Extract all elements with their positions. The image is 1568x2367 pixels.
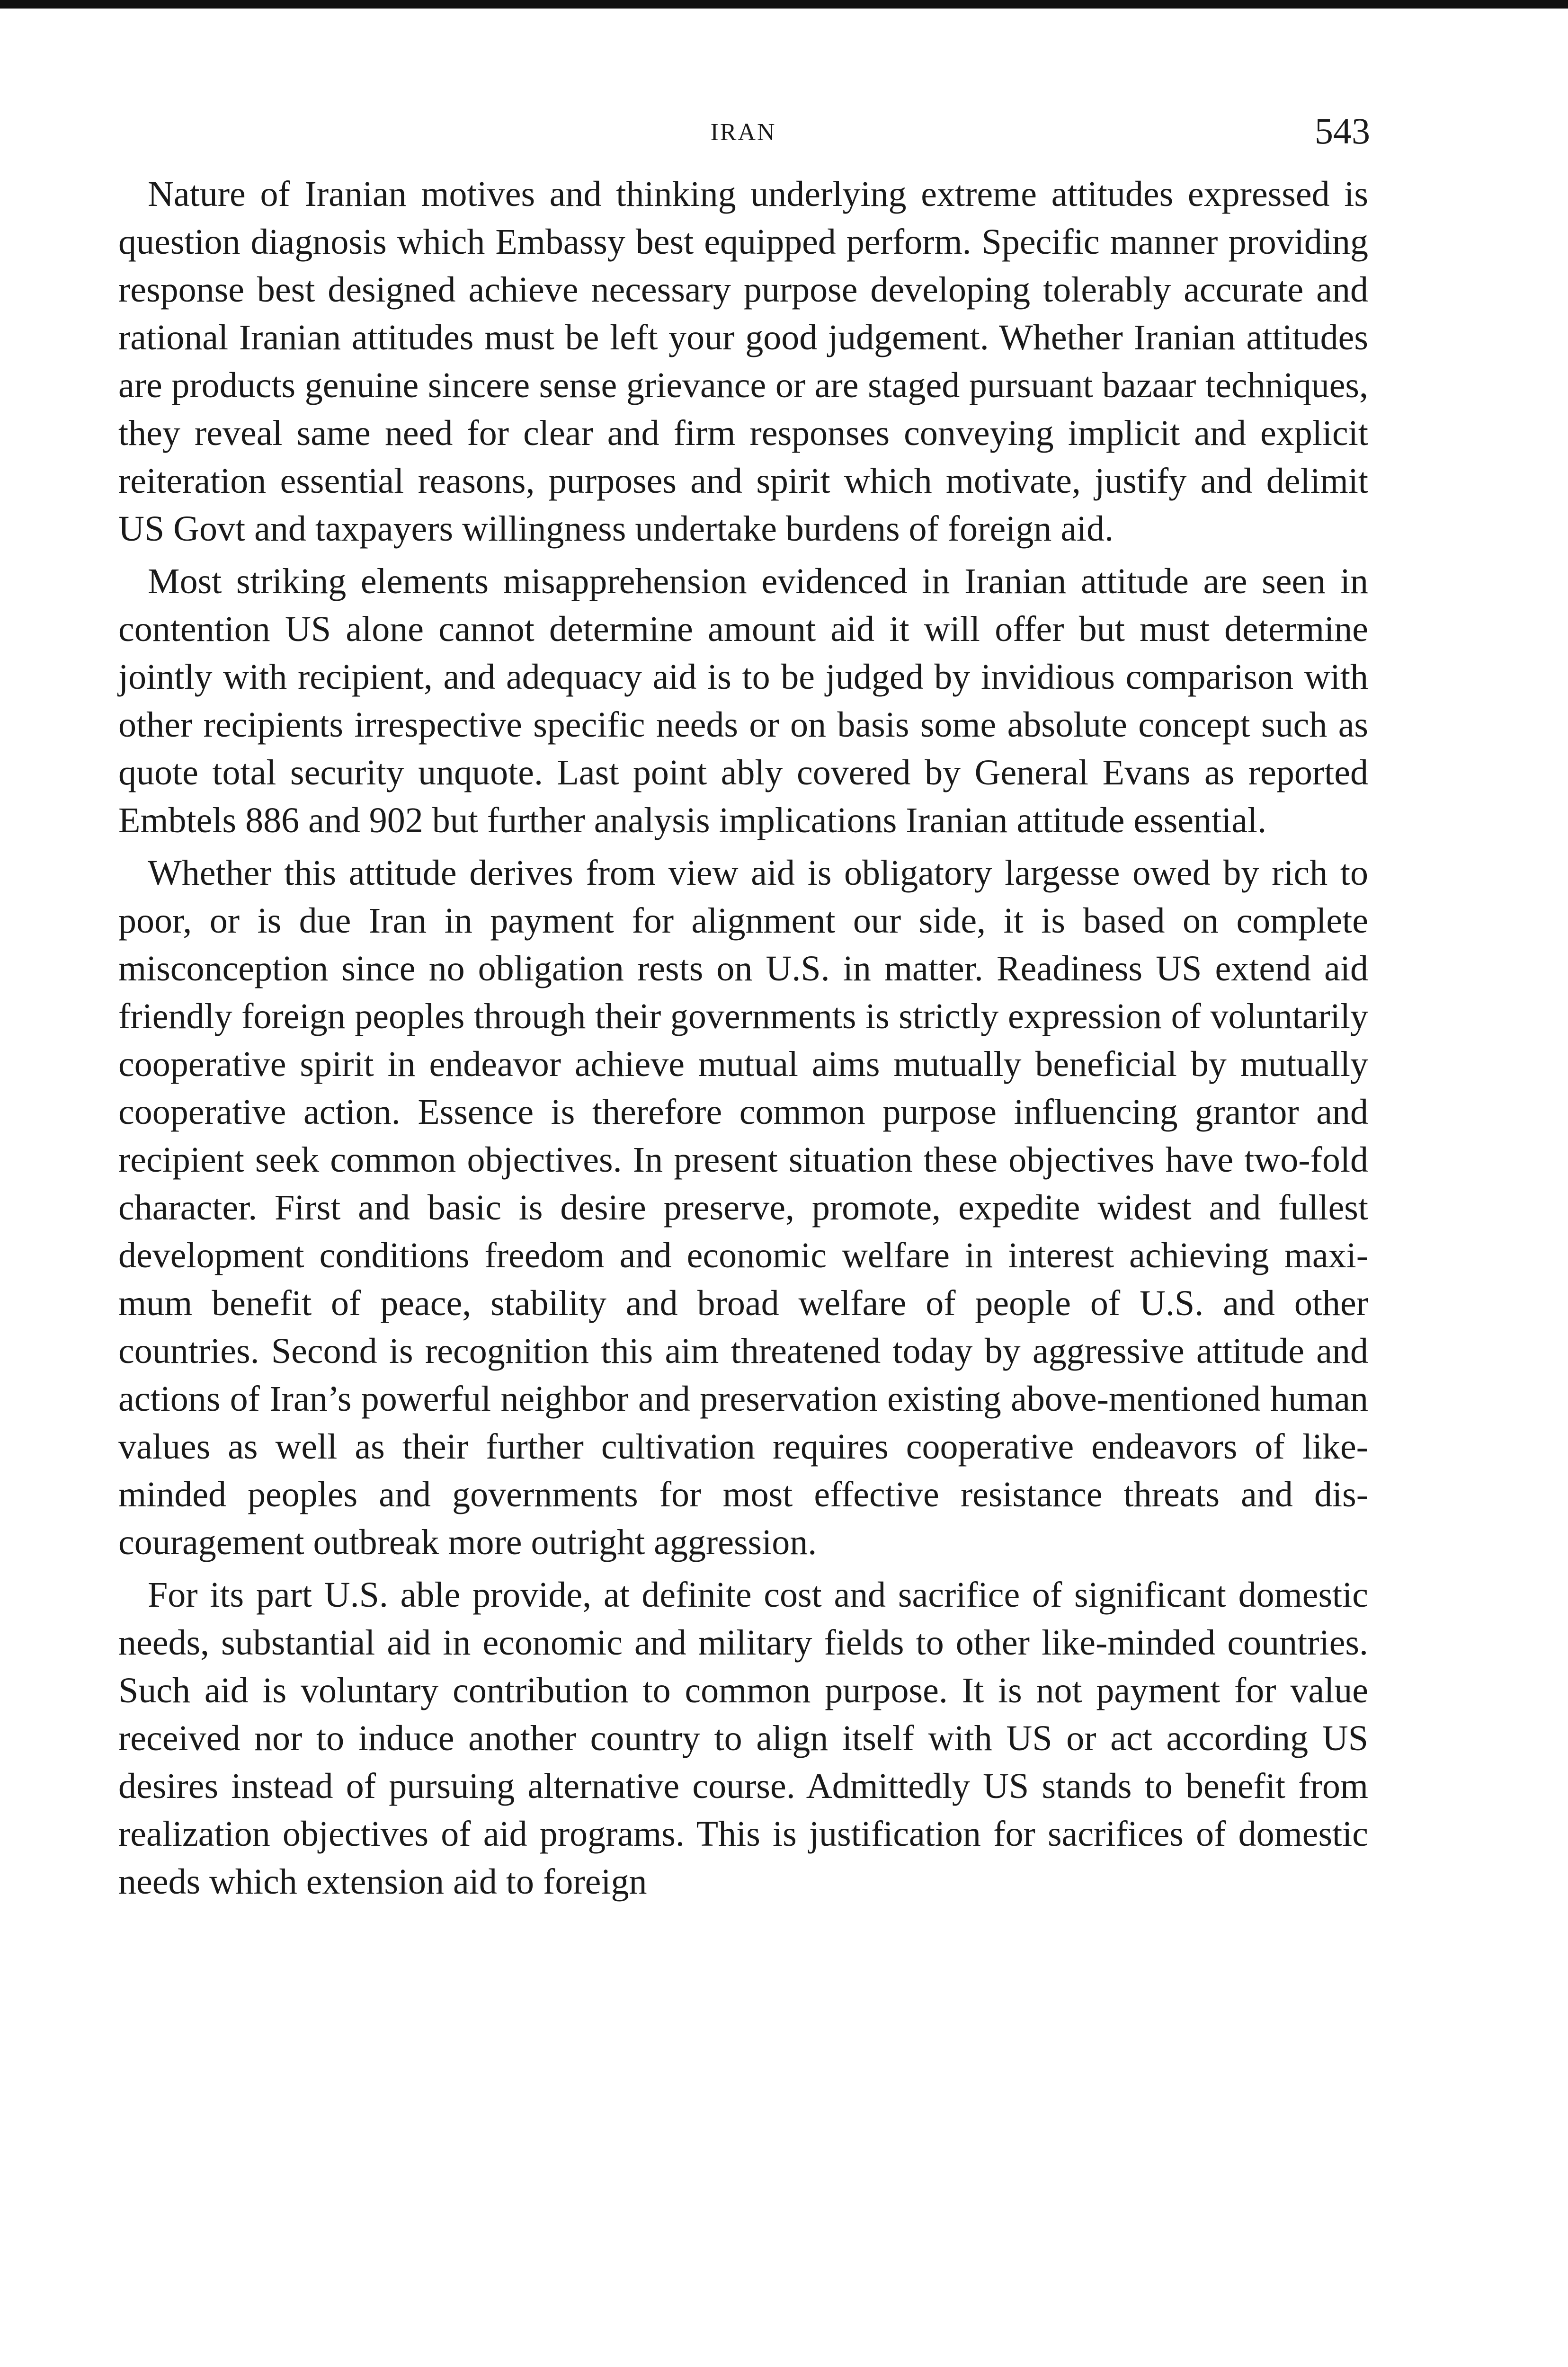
body-text: [118, 170, 1368, 1906]
paragraph-4: For its part U.S. able provide, at definite cost and sacrifice of significant domestic needs, substantial aid in economic and military fields to other like-minded countries. Such aid is voluntary contribution to common purpose. It is not payment for value received nor to induce another country to align itself with US or act according US desires instead of pursuing alternative course. Admittedly US stands to benefit from realization objectives of aid programs. This is justification for sacrifices of domestic needs which extension aid to foreign: [118, 1575, 1368, 1902]
running-header: [118, 99, 1368, 151]
page-top-edge: [0, 0, 1568, 9]
document-page: [118, 99, 1368, 1911]
paragraph-1: Nature of Iranian motives and thinking underlying extreme attitudes expressed is question diagnosis which Embassy best equipped perform. Specific manner providing response best designed achieve necessary purpose developing tolerably accurate and rational Iranian attitudes must be left your good judgement. Whether Iranian attitudes are products genuine sincere sense grievance or are staged pursuant bazaar techniques, they reveal same need for clear and firm responses conveying implicit and explicit reiteration essential reasons, purposes and spirit which motivate, justify and delimit US Govt and taxpayers willingness undertake burdens of foreign aid.: [118, 174, 1368, 549]
running-title: IRAN: [710, 119, 776, 146]
paragraph-3: Whether this attitude derives from view aid is obligatory largesse owed by rich to poor, or is due Iran in payment for alignment our side, it is based on complete misconception since no obligation rests on U.S. in matter. Readiness US extend aid friendly foreign peoples through their governments is strictly expression of voluntarily cooperative spirit in endeavor achieve mutual aims mutually beneficial by mutually cooperative action. Essence is therefore common purpose influencing grantor and recipient seek common objectives. In present situation these objectives have two-fold character. First and basic is desire preserve, promote, expedite widest and fullest development conditions freedom and economic welfare in interest achieving maximum benefit of peace, stability and broad welfare of people of U.S. and other countries. Second is recognition this aim threatened today by aggressive attitude and actions of Iran’s powerful neighbor and preservation existing above-mentioned human values as well as their further cultivation requires cooperative endeavors of like-minded peoples and governments for most effective resistance threats and discouragement outbreak more outright aggression.: [118, 853, 1368, 1562]
page-number: 543: [1315, 110, 1370, 151]
paragraph-2: Most striking elements misapprehension evidenced in Iranian attitude are seen in contention US alone cannot determine amount aid it will offer but must determine jointly with recipient, and adequacy aid is to be judged by invidious comparison with other recipients irrespective specific needs or on basis some absolute concept such as quote total security unquote. Last point ably covered by General Evans as reported Embtels 886 and 902 but further analysis implications Iranian attitude essential.: [118, 561, 1368, 840]
